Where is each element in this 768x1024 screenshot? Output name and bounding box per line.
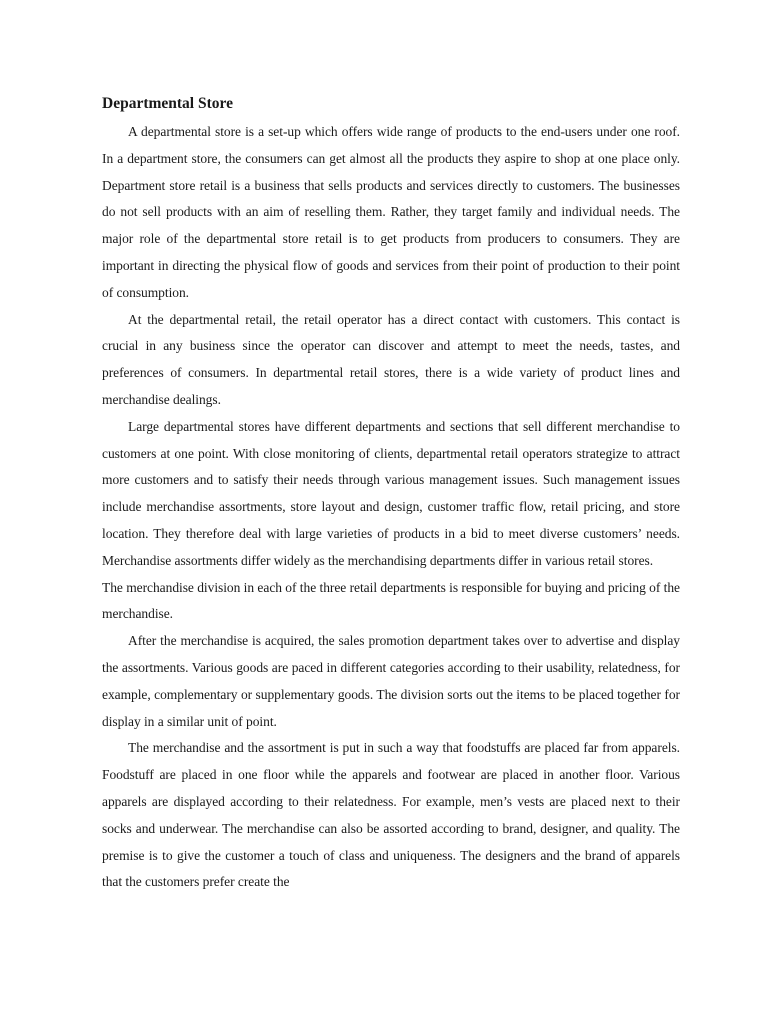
paragraph: The merchandise division in each of the three retail departments is responsible for buying and pricing of the merchandise. [102,579,680,622]
document-title: Departmental Store [102,95,234,112]
paragraph: The merchandise and the assortment is put in such a way that foodstuffs are placed far from apparels. Foodstuff are placed in one floor while the apparels and footwear are placed in another floor. Various apparels are displayed according to their relatedness. For example, men’s vests are placed next to their socks and underwear. The merchandise can also be assorted according to brand, designer, and quality. The premise is to give the customer a touch of class and uniqueness. The designers and the brand of apparels that the customers prefer create the [102,740,680,890]
paragraph: A departmental store is a set-up which offers wide range of products to the end-users under one roof. In a department store, the consumers can get almost all the products they aspire to shop at one place only. Department store retail is a business that sells products and services directly to customers. The businesses do not sell products with an aim of reselling them. Rather, they target family and individual needs. The major role of the departmental store retail is to get products from producers to consumers. They are important in directing the physical flow of goods and services from their point of production to their point of consumption. [102,124,680,300]
paragraph: After the merchandise is acquired, the sales promotion department takes over to advertise and display the assortments. Various goods are paced in different categories according to their usability, relatedness, for example, complementary or supplementary goods. The division sorts out the items to be placed together for display in a similar unit of point. [102,633,680,729]
paragraph: Large departmental stores have different departments and sections that sell different merchandise to customers at one point. With close monitoring of clients, departmental retail operators strategize to attract more customers and to satisfy their needs through various management issues. Such management issues include merchandise assortments, store layout and design, customer traffic flow, retail pricing, and store location. They therefore deal with large varieties of products in a bid to meet diverse customers’ needs. Merchandise assortments differ widely as the merchandising departments differ in various retail stores. [102,418,680,568]
document-page [102,91,680,896]
paragraph: At the departmental retail, the retail operator has a direct contact with customers. This contact is crucial in any business since the operator can discover and attempt to meet the needs, tastes, and preferences of consumers. In departmental retail stores, there is a wide variety of product lines and merchandise dealings. [102,311,680,407]
